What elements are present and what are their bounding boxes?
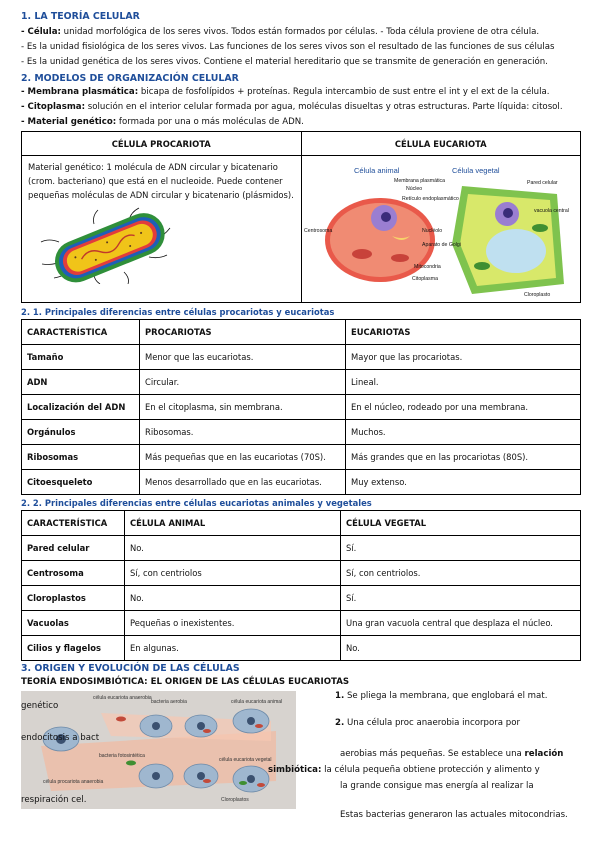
section-1-line: - Es la unidad fisiológica de los seres vivos. Las funciones de los seres vivos son el resultado de las funciones de sus células	[21, 42, 555, 53]
table-cell: Sí, con centriolos.	[341, 561, 581, 586]
img-label-photosynthetic-bacterium: bacteria fotosintética	[99, 753, 145, 760]
table-2-header: CÉLULA ANIMAL	[125, 511, 341, 536]
label-cell-wall: Pared celular	[526, 180, 558, 187]
table-cell: Sí, con centriolos	[125, 561, 341, 586]
table-cell: Orgánulos	[22, 420, 140, 445]
left-note-respiration: respiración cel.	[21, 795, 87, 806]
table-cell: Muchos.	[346, 420, 581, 445]
table-2-header: CÉLULA VEGETAL	[341, 511, 581, 536]
table-cell: No.	[125, 586, 341, 611]
animal-cell-label: Célula animal	[353, 166, 399, 176]
table-1-header: EUCARIOTAS	[346, 320, 581, 345]
table-row	[22, 561, 581, 586]
table-cell: No.	[341, 636, 581, 661]
table-row	[22, 611, 581, 636]
step-1: 1. Se pliega la membrana, que englobará el mat.	[335, 691, 548, 702]
table-cell: Mayor que las procariotas.	[346, 345, 581, 370]
img-label-aerobic-bacterium: bacteria aerobia	[151, 699, 187, 706]
table-1-header: CARACTERÍSTICA	[22, 320, 140, 345]
img-label-chloroplasts: Cloroplastos	[221, 797, 249, 804]
table-1-header: PROCARIOTAS	[140, 320, 346, 345]
section-1-line: - Es la unidad genética de los seres vivos. Contiene el material hereditario que se transmite de generación en generación.	[21, 57, 548, 68]
label-chloroplast: Cloroplasto	[523, 292, 550, 299]
plant-cell-label: Célula vegetal	[451, 166, 500, 176]
section-3-subtitle: TEORÍA ENDOSIMBIÓTICA: EL ORIGEN DE LAS CÉLULAS EUCARIOTAS	[21, 677, 350, 688]
prokaryote-vs-eukaryote-table	[21, 319, 581, 495]
table-cell: Pequeñas o inexistentes.	[125, 611, 341, 636]
label-vacuole: vacuola central	[533, 208, 569, 215]
table-cell: Muy extenso.	[346, 470, 581, 495]
table-cell: Ribosomas	[22, 445, 140, 470]
table-cell: Circular.	[140, 370, 346, 395]
table-cell: Vacuolas	[22, 611, 125, 636]
table-cell: Sí.	[341, 536, 581, 561]
table-row	[22, 445, 581, 470]
table-row	[22, 370, 581, 395]
img-label-eukaryote-anaerobic: célula eucariota anaerobia	[93, 695, 152, 702]
table-cell: Sí.	[341, 586, 581, 611]
left-note-endocytosis: endocitosis a bact	[21, 733, 100, 744]
table-cell: Más pequeñas que en las eucariotas (70S).	[140, 445, 346, 470]
table-cell: Cloroplastos	[22, 586, 125, 611]
cell-types-table	[21, 131, 581, 303]
label-mitochondria: Mitocondria	[413, 264, 441, 271]
table-row	[22, 345, 581, 370]
table-row	[22, 470, 581, 495]
step-2-conclusion: Estas bacterias generaron las actuales mitocondrias.	[340, 810, 568, 821]
table-cell: En el citoplasma, sin membrana.	[140, 395, 346, 420]
label-nucleus: Núcleo	[405, 186, 422, 193]
table-cell: Tamaño	[22, 345, 140, 370]
table-row	[22, 586, 581, 611]
table-cell: ADN	[22, 370, 140, 395]
step-2-cont: aerobias más pequeñas. Se establece una relación	[340, 749, 564, 760]
table-cell: Lineal.	[346, 370, 581, 395]
label-membrane: Membrana plasmática	[393, 178, 445, 185]
table-row	[22, 536, 581, 561]
left-note-genetic: genético	[21, 701, 59, 712]
label-centrosome: Centrosoma	[303, 228, 332, 235]
table-row	[22, 636, 581, 661]
table-cell: Menos desarrollado que en las eucariotas.	[140, 470, 346, 495]
page	[21, 10, 581, 821]
table-cell: Pared celular	[22, 536, 125, 561]
section-2-title: 2. MODELOS DE ORGANIZACIÓN CELULAR	[21, 72, 239, 84]
table-cell: Menor que las eucariotas.	[140, 345, 346, 370]
step-2-cont: la grande consigue mas energía al realizar la	[340, 781, 534, 792]
eukaryote-cell	[301, 156, 581, 303]
table-row	[22, 420, 581, 445]
label-golgi: Aparato de Golgi	[421, 242, 461, 249]
endosymbiosis-block	[21, 689, 581, 821]
img-label-eukaryote-animal: célula eucariota animal	[231, 699, 283, 706]
table-cell: Centrosoma	[22, 561, 125, 586]
prokaryote-description: Material genético: 1 molécula de ADN circular y bicatenario (crom. bacteriano) que está en el nucleoide. Puede contener pequeñas moléculas de ADN circular y bicatenario (plásmidos).	[28, 162, 294, 201]
bacterium-illustration	[34, 202, 184, 284]
section-2-line: - Membrana plasmática: bicapa de fosfolípidos + proteínas. Regula intercambio de sust entre el int y el ext de la célula.	[21, 86, 550, 97]
table-row	[22, 395, 581, 420]
prokaryote-cell	[22, 156, 302, 303]
section-2-line: - Citoplasma: solución en el interior celular formada por agua, moléculas disueltas y otras estructuras. Parte líquida: citosol.	[21, 101, 563, 112]
label-reticulum: Retículo endoplasmático	[401, 196, 459, 203]
img-label-prokaryote-anaerobic: célula procariota anaerobia	[43, 779, 104, 786]
table-1-title: 2. 1. Principales diferencias entre células procariotas y eucariotas	[21, 307, 335, 318]
endosymbiosis-illustration	[21, 691, 296, 809]
img-label-eukaryote-plant: célula eucariota vegetal	[219, 757, 272, 764]
table-cell: Cilios y flagelos	[22, 636, 125, 661]
table-cell: Ribosomas.	[140, 420, 346, 445]
eukaryote-header: CÉLULA EUCARIOTA	[301, 132, 581, 156]
section-2-line: - Material genético: formada por una o más moléculas de ADN.	[21, 117, 304, 128]
table-cell: En algunas.	[125, 636, 341, 661]
table-cell: En el núcleo, rodeado por una membrana.	[346, 395, 581, 420]
animal-vs-plant-table	[21, 510, 581, 661]
section-1-title: 1. LA TEORÍA CELULAR	[21, 11, 140, 22]
label-cytoplasm: Citoplasma	[411, 276, 438, 283]
step-2-cont: simbiótica: la célula pequeña obtiene protección y alimento y	[268, 765, 540, 776]
table-cell: Una gran vacuola central que desplaza el núcleo.	[341, 611, 581, 636]
table-cell: Citoesqueleto	[22, 470, 140, 495]
table-cell: Localización del ADN	[22, 395, 140, 420]
section-3-title: 3. ORIGEN Y EVOLUCIÓN DE LAS CÉLULAS	[21, 663, 240, 675]
eukaryotic-cells-illustration	[302, 156, 577, 300]
table-2-header: CARACTERÍSTICA	[22, 511, 125, 536]
label-nucleolus: Nucléolo	[421, 228, 442, 235]
step-2: 2. Una célula proc anaerobia incorpora por	[335, 718, 521, 729]
section-1-line: - Célula: unidad morfológica de los seres vivos. Todos están formados por células. - Toda célula proviene de otra célula.	[21, 27, 540, 37]
prokaryote-header: CÉLULA PROCARIOTA	[22, 132, 302, 156]
table-cell: No.	[125, 536, 341, 561]
table-2-title: 2. 2. Principales diferencias entre células eucariotas animales y vegetales	[21, 498, 372, 509]
table-cell: Más grandes que en las procariotas (80S).	[346, 445, 581, 470]
